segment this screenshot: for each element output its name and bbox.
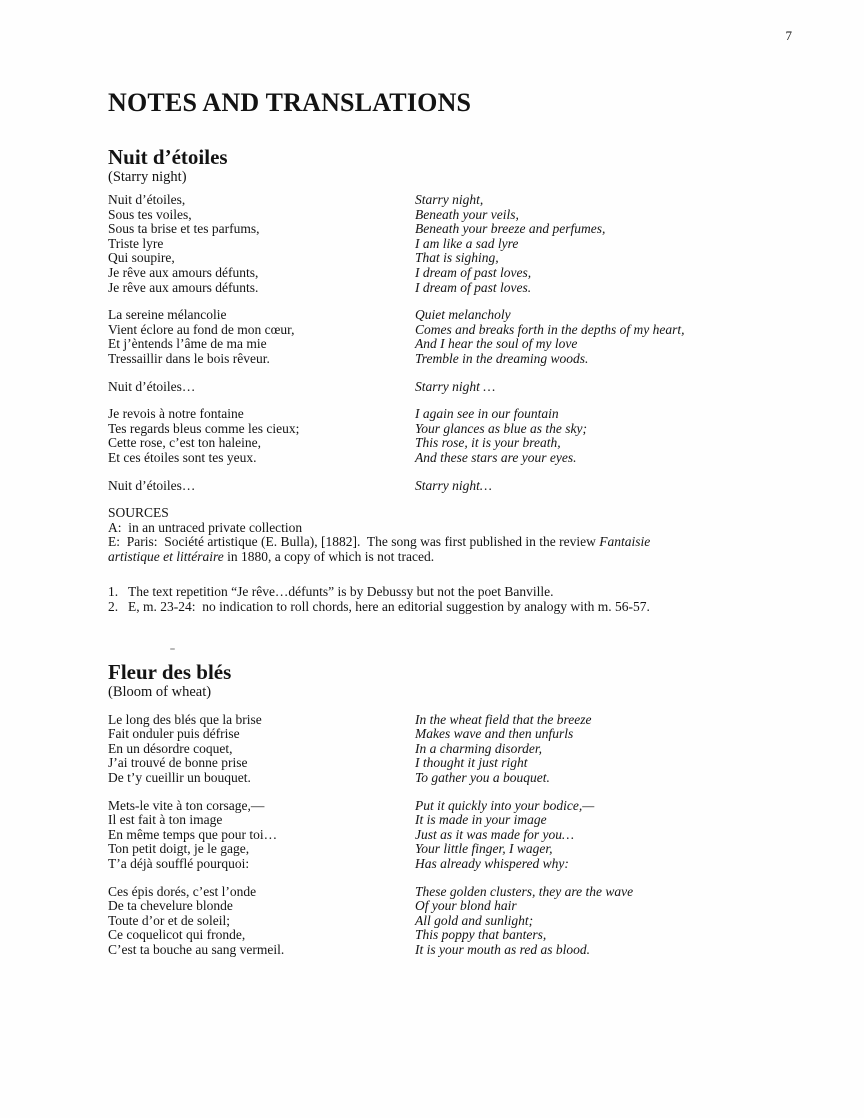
note-number: 1. (108, 584, 119, 600)
poem-line: Ton petit doigt, je le gage, (108, 841, 250, 857)
stanza-french (108, 799, 415, 872)
plain-text: A: in an untraced private collection (108, 519, 303, 535)
stanza-list (108, 713, 784, 958)
stanza-english (415, 380, 784, 395)
poem-line: Nuit d’étoiles, (108, 192, 186, 207)
poem-line: This poppy that banters, (415, 927, 547, 943)
poem-line: Your little finger, I wager, (415, 841, 553, 857)
editorial-notes (108, 585, 784, 614)
poem-line: Mets-le vite à ton corsage,— (108, 797, 265, 813)
stanza-french (108, 885, 415, 958)
page-title: NOTES AND TRANSLATIONS (108, 88, 472, 117)
poem-line: Put it quickly into your bodice,— (415, 797, 595, 813)
poem-line: Qui soupire, (108, 250, 175, 266)
sources-lines (108, 521, 784, 565)
poem-line: Tremble in the dreaming woods. (415, 350, 589, 366)
italic-text: Fantaisie (599, 534, 651, 550)
poem-line: And these stars are your eyes. (415, 449, 577, 465)
stanza-row (108, 380, 784, 395)
stanza-english (415, 885, 784, 958)
poem-line: Comes and breaks forth in the depths of my heart, (415, 321, 685, 337)
stanza-row (108, 407, 784, 465)
poem-line: Has already whispered why: (415, 856, 569, 871)
poem-line: Your glances as blue as the sky; (415, 420, 587, 436)
poem-line: Ces épis dorés, c’est l’onde (108, 883, 257, 899)
poem-line: Je revois à notre fontaine (108, 406, 244, 422)
poem-line: De ta chevelure blonde (108, 898, 233, 914)
stanza-row (108, 885, 784, 958)
note-text: The text repetition “Je rêve…défunts” is by Debussy but not the poet Banville. (128, 584, 554, 600)
poem-line: I am like a sad lyre (415, 235, 519, 251)
poem-line: I dream of past loves, (415, 264, 532, 280)
poem-line: Tes regards bleus comme les cieux; (108, 420, 300, 436)
poem-line: Et ces étoiles sont tes yeux. (108, 449, 257, 465)
poem-line: I dream of past loves. (415, 279, 532, 295)
poem-line: Just as it was made for you… (415, 826, 575, 842)
poem-line: T’a déjà soufflé pourquoi: (108, 856, 250, 871)
poem-line: This rose, it is your breath, (415, 435, 561, 451)
song-subtitle: (Bloom of wheat) (108, 683, 212, 700)
stanza-row (108, 479, 784, 494)
song-section-nuit-detoiles (108, 145, 784, 615)
poem-line: I again see in our fountain (415, 406, 559, 422)
poem-line: Toute d’or et de soleil; (108, 912, 231, 928)
editorial-note (108, 585, 784, 600)
poem-line: Quiet melancholy (415, 307, 511, 323)
poem-line: Sous ta brise et tes parfums, (108, 221, 260, 237)
poem-line: Sous tes voiles, (108, 206, 192, 222)
poem-line: J’ai trouvé de bonne prise (108, 755, 248, 771)
poem-line: In the wheat field that the breeze (415, 711, 592, 727)
stanza-french (108, 407, 415, 465)
sources-heading: SOURCES (108, 505, 169, 521)
poem-line: Il est fait à ton image (108, 812, 223, 828)
stanza-english (415, 799, 784, 872)
poem-line: Ce coquelicot qui fronde, (108, 927, 246, 943)
sources-block (108, 506, 784, 564)
poem-line: In a charming disorder, (415, 740, 542, 756)
page-number: 7 (785, 28, 792, 43)
poem-line: Je rêve aux amours défunts. (108, 279, 259, 295)
poem-line: Beneath your breeze and perfumes, (415, 221, 606, 237)
stanza-french (108, 713, 415, 786)
poem-line: Vient éclore au fond de mon cœur, (108, 321, 295, 337)
poem-line: C’est ta bouche au sang vermeil. (108, 941, 285, 957)
stanza-french (108, 380, 415, 395)
poem-line: It is your mouth as red as blood. (415, 941, 590, 957)
poem-line: Of your blond hair (415, 898, 517, 914)
poem-line: Tressaillir dans le bois rêveur. (108, 350, 270, 366)
poem-line: Fait onduler puis défrise (108, 726, 240, 742)
source-line (108, 521, 784, 536)
stanza-english (415, 308, 784, 366)
song-title: Fleur des blés (108, 659, 232, 684)
note-text: E, m. 23-24: no indication to roll chords, here an editorial suggestion by analogy with m. 56-57. (128, 599, 650, 615)
source-line (108, 550, 784, 565)
poem-line: En un désordre coquet, (108, 740, 233, 756)
stanza-row (108, 713, 784, 786)
poem-line: To gather you a bouquet. (415, 770, 550, 786)
stanza-list (108, 193, 784, 493)
italic-text: artistique et littéraire (108, 548, 224, 564)
poem-line: Je rêve aux amours défunts, (108, 264, 259, 280)
stanza-row (108, 308, 784, 366)
poem-line: These golden clusters, they are the wave (415, 883, 634, 899)
stanza-french (108, 193, 415, 295)
poem-line: Le long des blés que la brise (108, 711, 262, 727)
note-number: 2. (108, 599, 119, 615)
poem-line: Cette rose, c’est ton haleine, (108, 435, 261, 451)
poem-line: Nuit d’étoiles… (108, 378, 196, 394)
stanza-french (108, 308, 415, 366)
stanza-row (108, 193, 784, 295)
song-subtitle: (Starry night) (108, 169, 187, 185)
poem-line: En même temps que pour toi… (108, 826, 278, 842)
poem-line: Starry night, (415, 192, 484, 207)
poem-line: De t’y cueillir un bouquet. (108, 770, 251, 786)
poem-line: Makes wave and then unfurls (415, 726, 574, 742)
song-section-fleur-des-bles (108, 660, 784, 958)
poem-line: All gold and sunlight; (415, 912, 534, 928)
source-line (108, 535, 784, 550)
poem-line: Starry night… (415, 477, 492, 493)
poem-line: Nuit d’étoiles… (108, 477, 196, 493)
plain-text: E: Paris: Société artistique (E. Bulla), [1882]. The song was first published in the review (108, 534, 600, 550)
poem-line: Et j’èntends l’âme de ma mie (108, 336, 267, 352)
poem-line: La sereine mélancolie (108, 307, 227, 323)
stanza-french (108, 479, 415, 494)
plain-text: in 1880, a copy of which is not traced. (223, 548, 435, 564)
poem-line: Starry night … (415, 378, 496, 394)
poem-line: And I hear the soul of my love (415, 336, 578, 352)
stanza-row (108, 799, 784, 872)
poem-line: Triste lyre (108, 235, 164, 251)
editorial-note (108, 600, 784, 615)
poem-line: It is made in your image (415, 812, 547, 828)
stanza-english (415, 713, 784, 786)
stanza-english (415, 407, 784, 465)
poem-line: I thought it just right (415, 755, 528, 771)
stanza-english (415, 479, 784, 494)
poem-line: Beneath your veils, (415, 206, 519, 222)
poem-line: That is sighing, (415, 250, 499, 266)
page-content (108, 88, 784, 971)
song-title: Nuit d’étoiles (108, 145, 228, 169)
stanza-english (415, 193, 784, 295)
